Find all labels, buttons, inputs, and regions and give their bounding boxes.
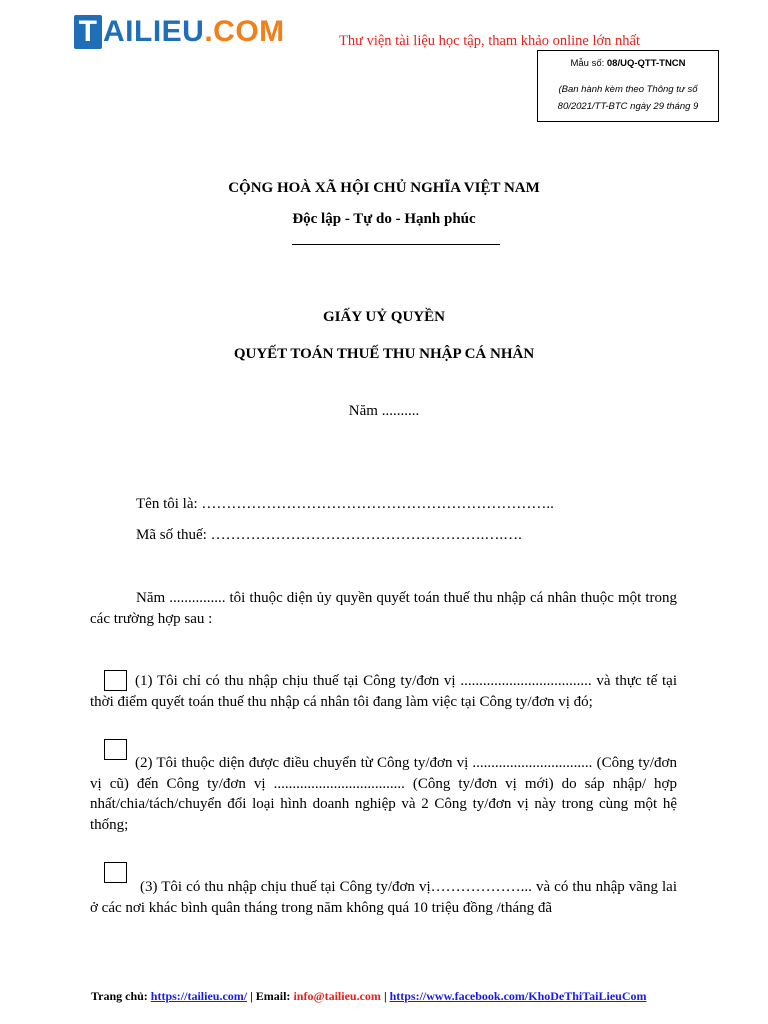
heading-divider xyxy=(292,244,500,245)
tax-code-field: Mã số thuế: ……………………………………………….….…. xyxy=(136,527,522,543)
document-title: GIẤY UỶ QUYỀN xyxy=(323,309,445,325)
national-motto: Độc lập - Tự do - Hạnh phúc xyxy=(292,211,476,227)
option-3-text: (3) Tôi có thu nhập chịu thuế tại Công ty/đơn vị………………... và có thu nhập vãng lai ở các nơi khác bình quân tháng trong năm không quá 10 triệu đồng /tháng đã xyxy=(90,879,677,916)
site-logo[interactable] xyxy=(74,12,285,52)
logo-letter-t: T xyxy=(74,15,102,49)
footer-home-link[interactable]: https://tailieu.com/ xyxy=(150,989,248,1003)
site-tagline: Thư viện tài liệu học tập, tham khảo online lớn nhất xyxy=(339,33,641,49)
logo-letters-ai: AI xyxy=(103,15,134,48)
form-code-row xyxy=(538,58,718,69)
option-2-text: (2) Tôi thuộc diện được điều chuyển từ Công ty/đơn vị ................................ (Công ty/đơn vị cũ) đến Công ty/đơn vị ................................... (Công ty/đơn vị mới) do sáp nhập/ hợp nhất/chia/tách/chuyển đổi loại hình doanh nghiệp và 2 Công ty/đơn vị này trong cùng một hệ thống; xyxy=(90,755,677,833)
intro-paragraph: Năm ............... tôi thuộc diện ủy quyền quyết toán thuế thu nhập cá nhân thuộc một trong các trường hợp sau : xyxy=(90,590,677,627)
national-heading: CỘNG HOÀ XÃ HỘI CHỦ NGHĨA VIỆT NAM xyxy=(228,180,540,196)
footer-email-label: | Email: xyxy=(247,989,294,1003)
form-note-line2: 80/2021/TT-BTC ngày 29 tháng 9 xyxy=(557,101,699,112)
option-1-text: (1) Tôi chỉ có thu nhập chịu thuế tại Công ty/đơn vị ................................... và thực tế tại thời điểm quyết toán thuế thu nhập cá nhân tôi đang làm việc tại Công ty/đơn vị đó; xyxy=(90,673,677,710)
footer-email[interactable]: info@tailieu.com xyxy=(293,989,381,1003)
footer-separator: | xyxy=(380,989,390,1003)
form-code-label: Mẫu số: xyxy=(570,58,607,69)
form-code: 08/UQ-QTT-TNCN xyxy=(606,58,686,69)
year-line: Năm .......... xyxy=(348,403,420,419)
logo-dot-com: .COM xyxy=(204,15,285,48)
page-footer xyxy=(91,989,647,1004)
name-field: Tên tôi là: …………………………………………………………….. xyxy=(136,496,554,512)
form-code-box xyxy=(537,50,719,122)
document-subtitle: QUYẾT TOÁN THUẾ THU NHẬP CÁ NHÂN xyxy=(233,346,535,362)
footer-facebook-link[interactable]: https://www.facebook.com/KhoDeThiTaiLieuCom xyxy=(389,989,647,1003)
form-note-line1: (Ban hành kèm theo Thông tư số xyxy=(558,84,698,95)
logo-letters-lieu: LIEU xyxy=(134,15,205,48)
footer-home-label: Trang chủ: xyxy=(91,989,151,1003)
